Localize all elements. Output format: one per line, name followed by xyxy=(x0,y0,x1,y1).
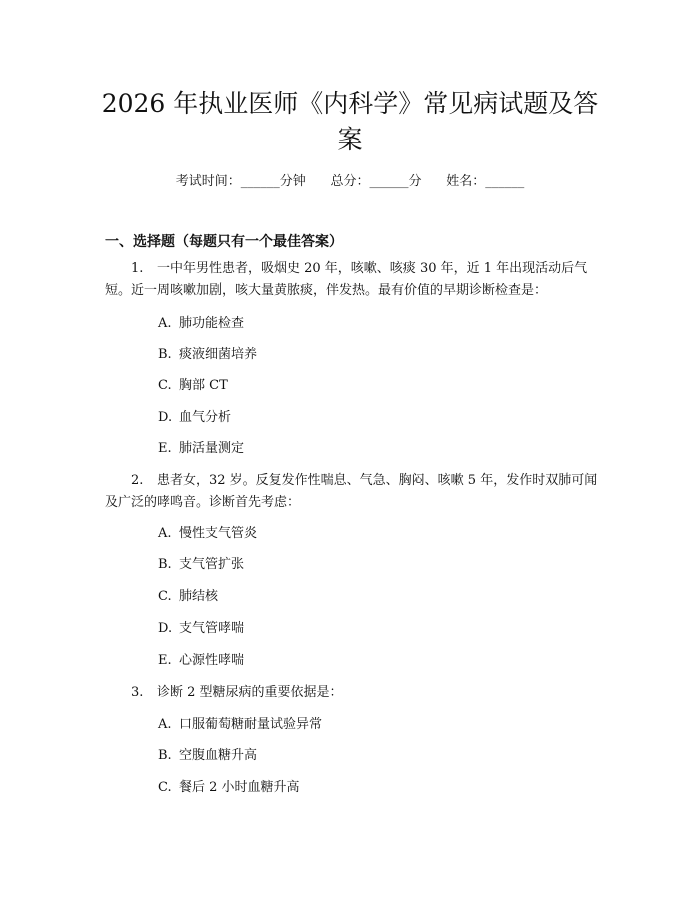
option-text: 支气管哮喘 xyxy=(179,621,245,636)
option-1c xyxy=(158,377,228,395)
option-text: 血气分析 xyxy=(179,410,232,425)
option-letter: C. xyxy=(158,378,172,393)
option-text: 心源性哮喘 xyxy=(179,653,245,668)
option-2b xyxy=(158,556,244,574)
question-1 xyxy=(105,258,600,302)
option-letter: D. xyxy=(158,410,173,425)
option-1e xyxy=(158,440,244,458)
option-text: 胸部 CT xyxy=(179,378,228,393)
option-letter: C. xyxy=(158,589,172,604)
option-1d xyxy=(158,409,231,427)
option-2c xyxy=(158,588,218,606)
question-text: 患者女，32 岁。反复发作性喘息、气急、胸闷、咳嗽 5 年，发作时双肺可闻及广泛的哮鸣音。诊断首先考虑： xyxy=(105,473,598,510)
option-text: 支气管扩张 xyxy=(179,557,245,572)
section-heading: 一、选择题（每题只有一个最佳答案） xyxy=(105,234,343,250)
exam-meta-line: 考试时间：______分钟 总分：______分 姓名：______ xyxy=(175,174,525,189)
option-letter: E. xyxy=(158,653,172,668)
option-2a xyxy=(158,525,257,543)
option-text: 肺功能检查 xyxy=(179,316,245,331)
option-letter: A. xyxy=(158,316,172,331)
option-2d xyxy=(158,620,244,638)
option-text: 肺结核 xyxy=(179,589,219,604)
option-text: 口服葡萄糖耐量试验异常 xyxy=(179,717,323,732)
question-text: 一中年男性患者，吸烟史 20 年，咳嗽、咳痰 30 年，近 1 年出现活动后气短。近一周咳嗽加剧，咳大量黄脓痰，伴发热。最有价值的早期诊断检查是： xyxy=(105,261,588,298)
option-letter: A. xyxy=(158,526,172,541)
option-3b xyxy=(158,747,257,765)
option-3a xyxy=(158,716,322,734)
option-letter: A. xyxy=(158,717,172,732)
option-text: 慢性支气管炎 xyxy=(179,526,258,541)
question-text: 诊断 2 型糖尿病的重要依据是： xyxy=(157,685,343,700)
option-1a xyxy=(158,315,244,333)
question-number: 2. xyxy=(131,473,144,488)
question-3 xyxy=(105,682,600,704)
option-text: 肺活量测定 xyxy=(179,441,245,456)
option-letter: C. xyxy=(158,780,172,795)
title-line-1: 2026 年执业医师《内科学》常见病试题及答 xyxy=(101,89,599,118)
option-3c xyxy=(158,779,300,797)
option-letter: B. xyxy=(158,347,172,362)
question-number: 3. xyxy=(131,685,144,700)
question-2 xyxy=(105,470,600,514)
title-line-2: 案 xyxy=(337,125,363,154)
question-number: 1. xyxy=(131,261,144,276)
option-text: 痰液细菌培养 xyxy=(179,347,258,362)
option-letter: E. xyxy=(158,441,172,456)
page-title xyxy=(100,86,600,158)
option-letter: D. xyxy=(158,621,173,636)
option-letter: B. xyxy=(158,557,172,572)
option-letter: B. xyxy=(158,748,172,763)
option-text: 空腹血糖升高 xyxy=(179,748,258,763)
option-2e xyxy=(158,652,244,670)
option-1b xyxy=(158,346,257,364)
option-text: 餐后 2 小时血糖升高 xyxy=(179,780,300,795)
